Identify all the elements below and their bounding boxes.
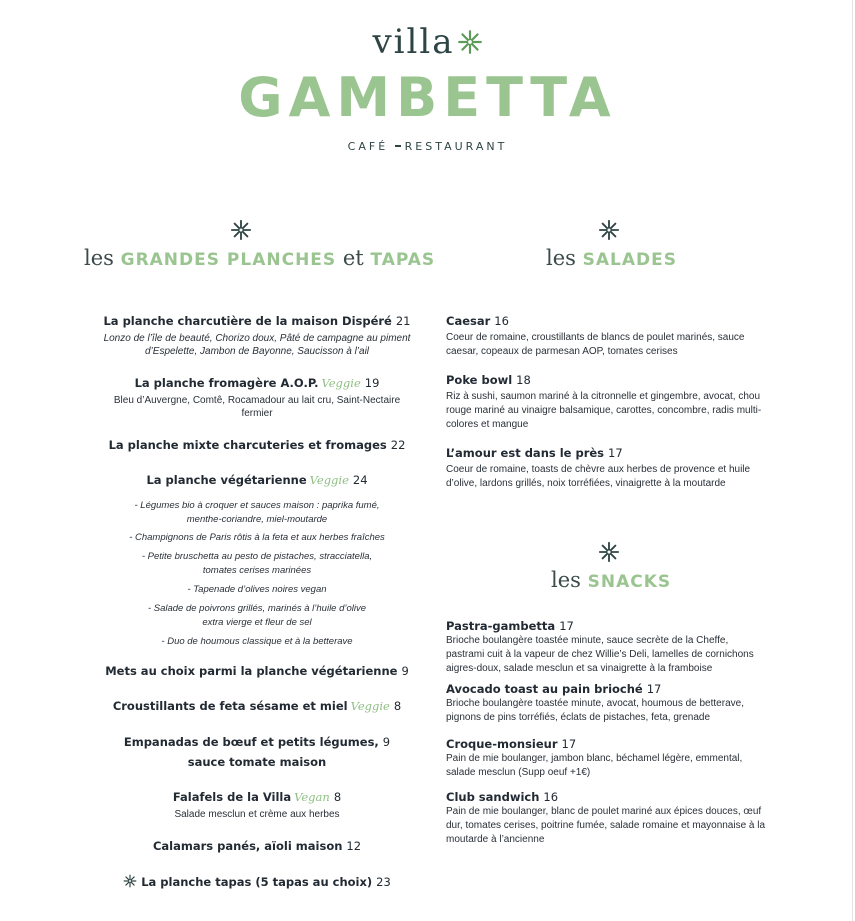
item-price: 8 (393, 699, 402, 713)
item-title: Poke bowl (446, 373, 513, 387)
item-title: Pastra-gambetta (446, 619, 556, 633)
page-edge-divider (852, 0, 853, 921)
item-price: 16 (543, 790, 559, 804)
menu-item-mets (92, 664, 422, 679)
vegan-tag: Vegan (294, 790, 330, 804)
section-mid: et (342, 246, 364, 270)
menu-item-charcutiere (92, 314, 422, 358)
section-highlight: SNACKS (587, 572, 672, 592)
item-title: La planche charcutière de la maison Dispéré (103, 314, 392, 328)
menu-item-falafels (92, 790, 422, 821)
section-prefix: les (84, 246, 114, 270)
subtitle-right: RESTAURANT (404, 140, 508, 153)
item-price: 19 (364, 376, 380, 390)
item-title: Club sandwich (446, 790, 540, 804)
item-title: Calamars panés, aïoli maison (152, 839, 343, 853)
logo-villa-text: villa (372, 22, 455, 62)
section-prefix: les (546, 246, 576, 270)
menu-item-croustillants (92, 699, 422, 714)
item-desc: Pain de mie boulanger, blanc de poulet mariné aux épices douces, œuf dur, tomates cerises, poitrine fumée, salade romaine et mayonnaise à la moutarde à l’ancienne (446, 806, 766, 845)
section-highlight: GRANDES PLANCHES (120, 250, 337, 270)
item-title: L’amour est dans le près (446, 446, 605, 460)
section-star-icon (598, 541, 620, 563)
menu-item-fromagere (92, 376, 422, 420)
menu-item-tapas (92, 874, 422, 890)
item-price: 9 (401, 664, 409, 678)
menu-item-calamars (92, 839, 422, 854)
item-title-line-2: sauce tomate maison (187, 755, 327, 769)
item-title: La planche végétarienne (146, 473, 307, 487)
veg-line-7: - Salade de poivrons grillés, marinés à l’huile d’olive (147, 603, 367, 614)
item-price: 16 (494, 314, 509, 328)
logo-villa (0, 22, 855, 62)
logo-star-icon (457, 29, 483, 55)
item-price: 8 (333, 790, 342, 804)
veg-line-6: - Tapenade d’olives noires vegan (187, 584, 327, 595)
item-title: Caesar (446, 314, 491, 328)
item-desc: Brioche boulangère toastée minute, sauce secrète de la Cheffe, pastrami cuit à la vapeur de chez Willie’s Deli, lamelles de cornichons aigres-doux, salade mesclun et sa vinaigrette à la framboise (446, 635, 754, 674)
item-title: Mets au choix parmi la planche végétarienne (105, 664, 398, 678)
menu-item-empanadas (92, 735, 422, 770)
section-title-planches (84, 246, 435, 270)
section-star-icon (230, 219, 252, 241)
item-price: 21 (395, 314, 411, 328)
veg-line-2: menthe-coriandre, miel-moutarde (186, 514, 328, 525)
menu-item-amour (446, 446, 786, 491)
menu-item-vegetarienne (92, 473, 422, 488)
section-title-salades (546, 246, 677, 270)
item-title: Falafels de la Villa (172, 790, 292, 804)
item-title: La planche tapas (5 tapas au choix) (141, 875, 373, 889)
menu-item-club (446, 790, 786, 847)
menu-item-pastra (446, 619, 786, 676)
item-price: 18 (516, 373, 531, 387)
veg-line-3: - Champignons de Paris rôtis à la feta et aux herbes fraîches (129, 532, 385, 543)
section-prefix: les (551, 568, 581, 592)
item-desc: Riz à sushi, saumon mariné à la citronnelle et gingembre, avocat, chou rouge mariné au vinaigre balsamique, carottes, concombre, radis multi- colores et mangue (446, 391, 762, 430)
item-price: 12 (346, 839, 362, 853)
item-title: Empanadas de bœuf et petits légumes, (123, 735, 379, 749)
item-desc: Pain de mie boulanger, jambon blanc, béchamel légère, emmental, salade mesclun (Supp oeuf +1€) (446, 753, 743, 778)
logo-subtitle (0, 140, 855, 153)
item-price: 17 (646, 682, 662, 696)
section-star-icon (598, 219, 620, 241)
section-title-snacks (551, 568, 671, 592)
item-title: La planche fromagère A.O.P. (134, 376, 319, 390)
logo-name: GAMBETTA (238, 66, 617, 129)
subtitle-dash (395, 145, 401, 147)
subtitle-left: CAFÉ (347, 140, 389, 153)
item-price: 24 (352, 473, 368, 487)
veggie-tag: Veggie (309, 473, 349, 487)
veg-line-8: extra vierge et fleur de sel (202, 617, 312, 628)
veggie-tag: Veggie (350, 699, 390, 713)
menu-item-croque (446, 737, 786, 780)
section-highlight: SALADES (582, 250, 677, 270)
item-desc: Salade mesclun et crème aux herbes (174, 809, 340, 820)
item-title: Croustillants de feta sésame et miel (112, 699, 348, 713)
item-price: 23 (376, 875, 391, 889)
item-desc: Lonzo de l’île de beauté, Chorizo doux, Pâté de campagne au piment d’Espelette, Jambon de Bayonne, Saucisson à l’ail (103, 333, 411, 357)
veggie-tag: Veggie (321, 376, 361, 390)
item-title: La planche mixte charcuteries et fromages (108, 438, 387, 452)
veg-line-4: - Petite bruschetta au pesto de pistaches, stracciatella, (141, 551, 373, 562)
item-price: 9 (382, 735, 391, 749)
veg-line-1: - Légumes bio à croquer et sauces maison : paprika fumé, (134, 500, 380, 511)
veg-line-5: tomates cerises marinées (202, 565, 312, 576)
section-highlight-2: TAPAS (370, 250, 436, 270)
item-price: 22 (390, 438, 406, 452)
veg-line-9: - Duo de houmous classique et à la betterave (161, 636, 353, 647)
menu-item-mixte (92, 438, 422, 453)
item-price: 17 (559, 619, 574, 633)
item-title: Croque-monsieur (446, 737, 558, 751)
menu-item-avocado (446, 682, 786, 725)
item-desc: Coeur de romaine, toasts de chèvre aux herbes de provence et huile d’olive, lardons grillés, noix torréfiées, vinaigrette à la moutarde (446, 464, 751, 489)
item-price: 17 (561, 737, 577, 751)
item-desc: Coeur de romaine, croustillants de blancs de poulet marinés, sauce caesar, copeaux de parmesan AOP, tomates cerises (446, 332, 745, 357)
item-price: 17 (608, 446, 623, 460)
item-title: Avocado toast au pain brioché (446, 682, 643, 696)
item-desc: Brioche boulangère toastée minute, avocat, houmous de betterave, pignons de pins torréfiés, éclats de pistaches, feta, grenade (446, 698, 744, 723)
menu-item-caesar (446, 314, 786, 359)
menu-item-poke (446, 373, 786, 432)
item-desc: Bleu d’Auvergne, Comtê, Rocamadour au lait cru, Saint-Nectaire fermier (113, 395, 401, 419)
tapas-star-icon (123, 874, 137, 888)
